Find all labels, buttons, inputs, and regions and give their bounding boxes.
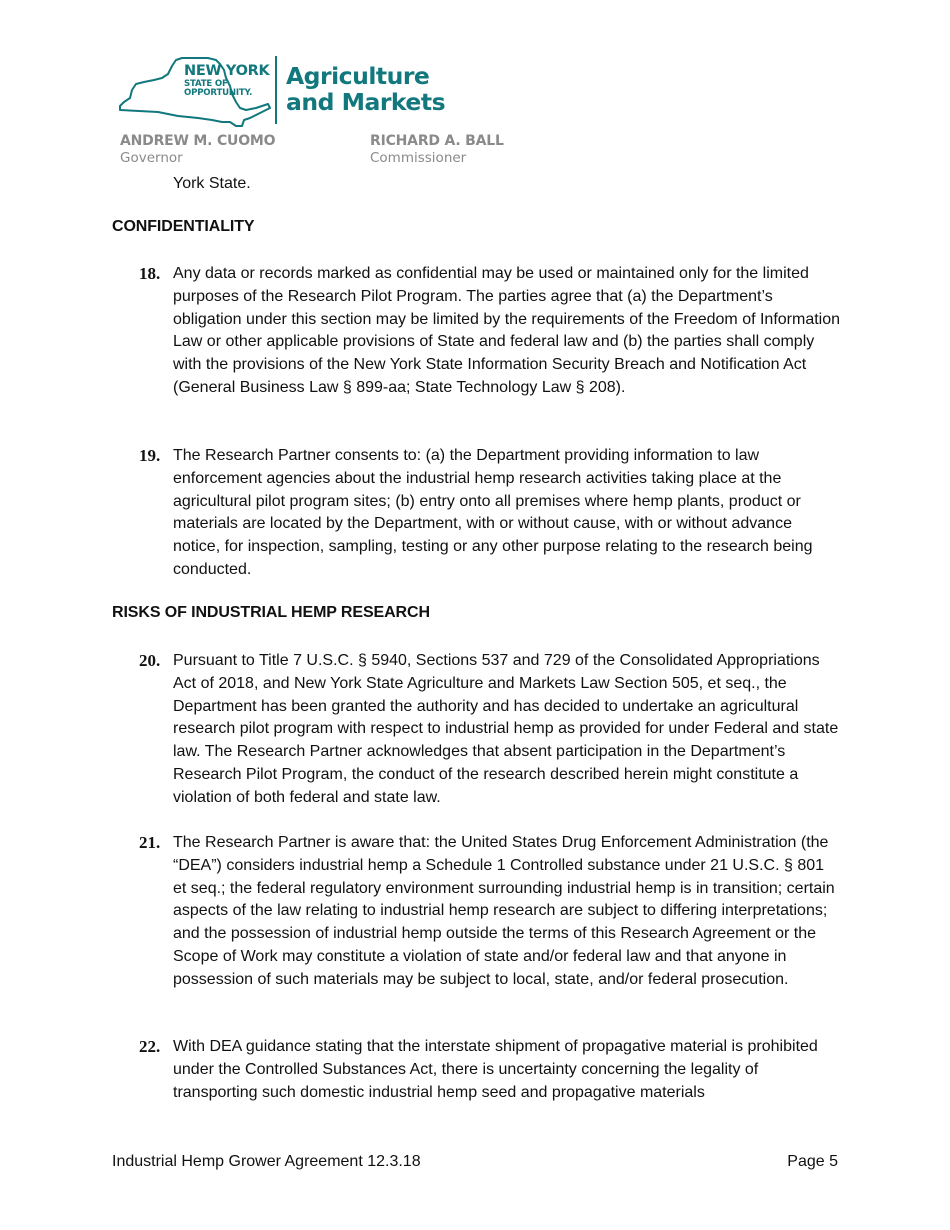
clause-text: With DEA guidance stating that the interstate shipment of propagative material is prohibited under the Controlled Substances Act, there is uncertainty concerning the legality of transporting such domestic industrial hemp seed and propagative materials: [173, 1038, 818, 1101]
agency-line-2: and Markets: [286, 88, 446, 116]
logo-divider: [275, 56, 277, 124]
agency-line-1: Agriculture: [286, 62, 430, 90]
governor-name: ANDREW M. CUOMO: [120, 133, 276, 149]
clause-22: [112, 1036, 842, 1104]
section-heading-risks: RISKS OF INDUSTRIAL HEMP RESEARCH: [112, 604, 430, 621]
clause-18: [112, 263, 842, 400]
clause-text: The Research Partner consents to: (a) the Department providing information to law enforcement agencies about the industrial hemp research activities taking place at the agricultural pilot program sites; (b) entry onto all premises where hemp plants, product or materials are located by the Department, with or without cause, with or without advance notice, for inspection, sampling, testing or any other purpose relating to the research being conducted.: [173, 447, 813, 578]
clause-text: Pursuant to Title 7 U.S.C. § 5940, Sections 537 and 729 of the Consolidated Appropriations Act of 2018, and New York State Agriculture and Markets Law Section 505, et seq., the Department has been granted the authority and has decided to undertake an agricultural research pilot program with respect to industrial hemp as provided for under Federal and state law. The Research Partner acknowledges that absent participation in the Department’s Research Pilot Program, the conduct of the research described herein might constitute a violation of both federal and state law.: [173, 652, 839, 806]
clause-text: Any data or records marked as confidential may be used or maintained only for the limited purposes of the Research Pilot Program. The parties agree that (a) the Department’s obligation under this section may be limited by the requirements of the Freedom of Information Law or other applicable provisions of State and federal law and (b) the parties shall comply with the provisions of the New York State Information Security Breach and Notification Act (General Business Law § 899-aa; State Technology Law § 208).: [173, 265, 841, 396]
commissioner-title: Commissioner: [370, 149, 467, 166]
section-heading-confidentiality: CONFIDENTIALITY: [112, 218, 255, 235]
clause-19: [112, 445, 842, 582]
clause-21: [112, 832, 842, 992]
state-line-2: STATE OF: [184, 78, 228, 89]
governor-block: [120, 133, 275, 166]
clause-number: 21.: [139, 833, 161, 852]
footer-page-number: Page 5: [787, 1153, 838, 1170]
commissioner-block: [370, 133, 504, 166]
clause-number: 18.: [139, 264, 161, 283]
clause-text: The Research Partner is aware that: the United States Drug Enforcement Administration (the “DEA”) considers industrial hemp a Schedule 1 Controlled substance under 21 U.S.C. § 801 et seq.; the federal regulatory environment surrounding industrial hemp is in transition; certain aspects of the law relating to industrial hemp research are subject to differing interpretations; and the possession of industrial hemp outside the terms of this Research Agreement or the Scope of Work may constitute a violation of state and/or federal law and that anyone in possession of such materials may be subject to local, state, and/or federal prosecution.: [173, 834, 835, 988]
commissioner-name: RICHARD A. BALL: [370, 133, 504, 149]
governor-title: Governor: [120, 149, 183, 166]
carryover-text: York State.: [173, 175, 251, 192]
clause-20: [112, 650, 842, 810]
clause-number: 20.: [139, 651, 161, 670]
state-line-3: OPPORTUNITY.: [184, 88, 253, 99]
footer-document-title: Industrial Hemp Grower Agreement 12.3.18: [112, 1153, 421, 1170]
clause-number: 22.: [139, 1037, 161, 1056]
letterhead: [118, 52, 538, 176]
agency-wordmark: [286, 63, 445, 115]
new-york-state-wordmark: [184, 64, 269, 98]
clause-number: 19.: [139, 446, 161, 465]
state-line-1: NEW YORK: [184, 63, 270, 79]
